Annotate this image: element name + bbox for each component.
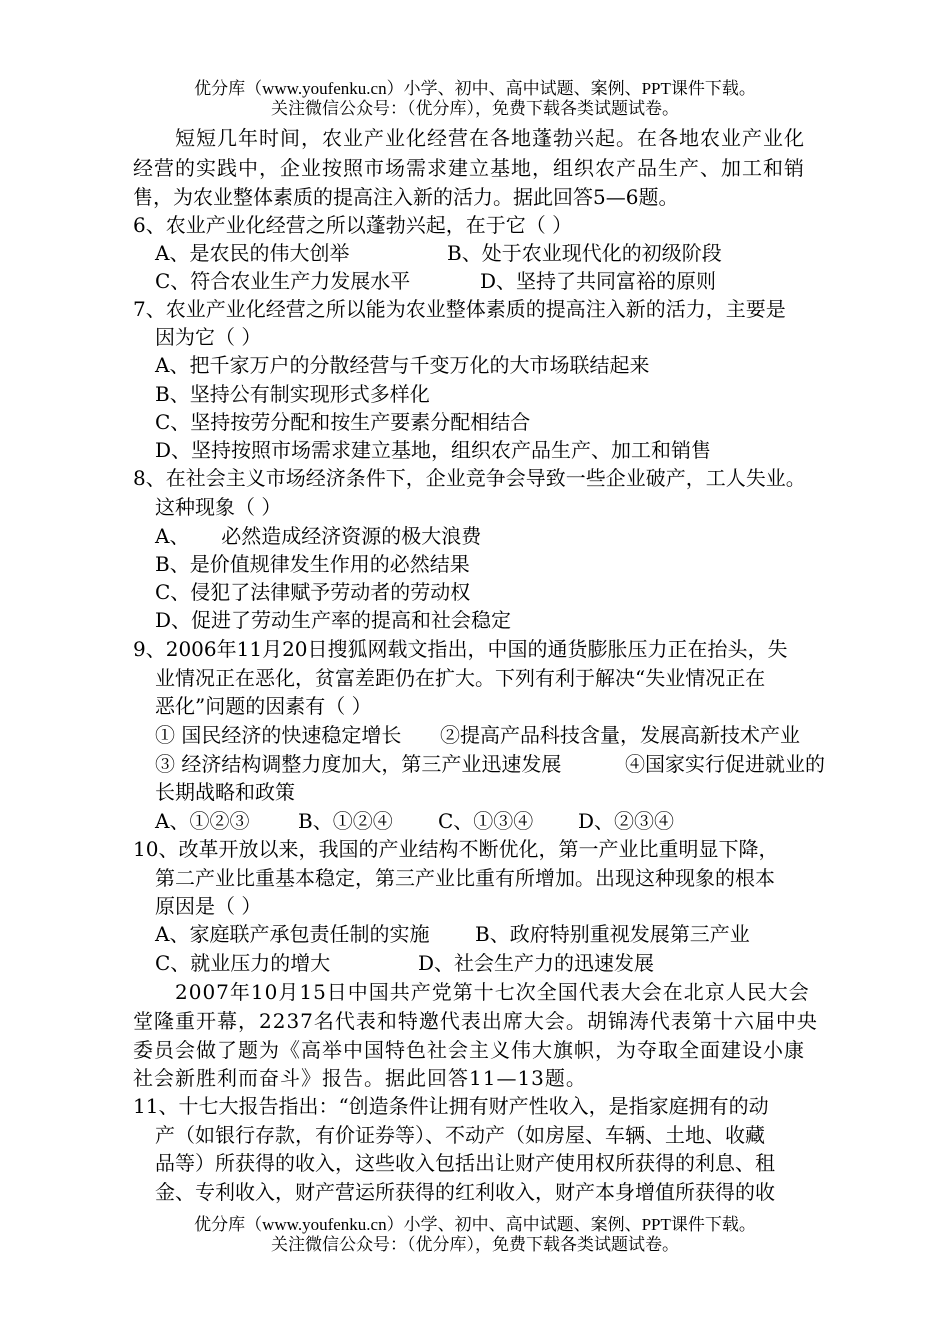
q7-option-b: B、坚持公有制实现形式多样化 <box>155 382 430 406</box>
q9-item-3: ③ 经济结构调整力度加大，第三产业迅速发展 <box>155 752 562 776</box>
q9-item-2: ②提高产品科技含量，发展高新技术产业 <box>440 723 800 747</box>
q8-stem-line-1: 8、在社会主义市场经济条件下，企业竞争会导致一些企业破产，工人失业。 <box>133 466 806 490</box>
q7-option-d: D、坚持按照市场需求建立基地，组织农产品生产、加工和销售 <box>155 438 712 462</box>
q9-option-d: D、②③④ <box>578 809 675 833</box>
q9-stem-line-1: 9、2006年11月20日搜狐网载文指出，中国的通货膨胀压力正在抬头，失 <box>133 637 788 661</box>
q7-stem-line-2: 因为它（ ） <box>155 325 262 349</box>
q11-stem-line-1: 11、十七大报告指出：“创造条件让拥有财产性收入，是指家庭拥有的动 <box>133 1094 769 1118</box>
intro1-line-1: 短短几年时间，农业产业化经营在各地蓬勃兴起。在各地农业产业化 <box>175 126 805 150</box>
q8-option-a: A、 必然造成经济资源的极大浪费 <box>155 524 482 548</box>
intro2-line-3: 委员会做了题为《高举中国特色社会主义伟大旗帜，为夺取全面建设小康 <box>133 1038 805 1062</box>
intro2-line-1: 2007年10月15日中国共产党第十七次全国代表大会在北京人民大会 <box>175 980 810 1004</box>
q9-item-4: ④国家实行促进就业的 <box>625 752 825 776</box>
q11-stem-line-2: 产（如银行存款，有价证券等）、不动产（如房屋、车辆、土地、收藏 <box>155 1123 765 1147</box>
q9-option-b: B、①②④ <box>298 809 393 833</box>
q7-option-a: A、把千家万户的分散经营与千变万化的大市场联结起来 <box>155 353 650 377</box>
q9-item-1: ① 国民经济的快速稳定增长 <box>155 723 402 747</box>
intro1-line-3: 售，为农业整体素质的提高注入新的活力。据此回答5—6题。 <box>133 185 679 209</box>
intro2-line-2: 堂隆重开幕，2237名代表和特邀代表出席大会。胡锦涛代表第十六届中央 <box>133 1009 818 1033</box>
q6-option-b: B、处于农业现代化的初级阶段 <box>447 241 722 265</box>
q9-item-4-cont: 长期战略和政策 <box>155 780 295 804</box>
header-line-1: 优分库（www.youfenku.cn）小学、初中、高中试题、案例、PPT课件下载。 <box>194 79 756 98</box>
q10-option-b: B、政府特别重视发展第三产业 <box>475 922 750 946</box>
q11-stem-line-4: 金、专利收入，财产营运所获得的红利收入，财产本身增值所获得的收 <box>155 1180 775 1204</box>
q11-stem-line-3: 品等）所获得的收入，这些收入包括出让财产使用权所获得的利息、租 <box>155 1151 775 1175</box>
q6-option-d: D、坚持了共同富裕的原则 <box>480 269 717 293</box>
q10-stem-line-2: 第二产业比重基本稳定，第三产业比重有所增加。出现这种现象的根本 <box>155 866 775 890</box>
q8-option-d: D、促进了劳动生产率的提高和社会稳定 <box>155 608 512 632</box>
q9-stem-line-3: 恶化”问题的因素有（ ） <box>155 694 372 718</box>
q6-option-a: A、是农民的伟大创举 <box>155 241 350 265</box>
q7-option-c: C、坚持按劳分配和按生产要素分配相结合 <box>155 410 531 434</box>
footer-line-1: 优分库（www.youfenku.cn）小学、初中、高中试题、案例、PPT课件下载。 <box>194 1215 756 1234</box>
header-line-2: 关注微信公众号：（优分库），免费下载各类试题试卷。 <box>271 99 679 118</box>
q9-stem-line-2: 业情况正在恶化，贫富差距仍在扩大。下列有利于解决“失业情况正在 <box>155 666 766 690</box>
q10-stem-line-1: 10、改革开放以来，我国的产业结构不断优化，第一产业比重明显下降， <box>133 837 779 861</box>
q10-option-a: A、家庭联产承包责任制的实施 <box>155 922 430 946</box>
q10-option-c: C、就业压力的增大 <box>155 951 331 975</box>
q9-option-c: C、①③④ <box>438 809 534 833</box>
footer-line-2: 关注微信公众号：（优分库），免费下载各类试题试卷。 <box>271 1235 679 1254</box>
q6-option-c: C、符合农业生产力发展水平 <box>155 269 411 293</box>
intro1-line-2: 经营的实践中，企业按照市场需求建立基地，组织农产品生产、加工和销 <box>133 156 805 180</box>
q8-option-b: B、是价值规律发生作用的必然结果 <box>155 552 470 576</box>
q8-stem-line-2: 这种现象（ ） <box>155 495 282 519</box>
q10-option-d: D、社会生产力的迅速发展 <box>418 951 655 975</box>
q8-option-c: C、侵犯了法律赋予劳动者的劳动权 <box>155 580 471 604</box>
q9-option-a: A、①②③ <box>155 809 250 833</box>
q10-stem-line-3: 原因是（ ） <box>155 894 262 918</box>
q7-stem-line-1: 7、农业产业化经营之所以能为农业整体素质的提高注入新的活力，主要是 <box>133 297 786 321</box>
q6-stem: 6、农业产业化经营之所以蓬勃兴起，在于它（ ） <box>133 213 573 237</box>
intro2-line-4: 社会新胜利而奋斗》报告。据此回答11—13题。 <box>133 1066 587 1090</box>
